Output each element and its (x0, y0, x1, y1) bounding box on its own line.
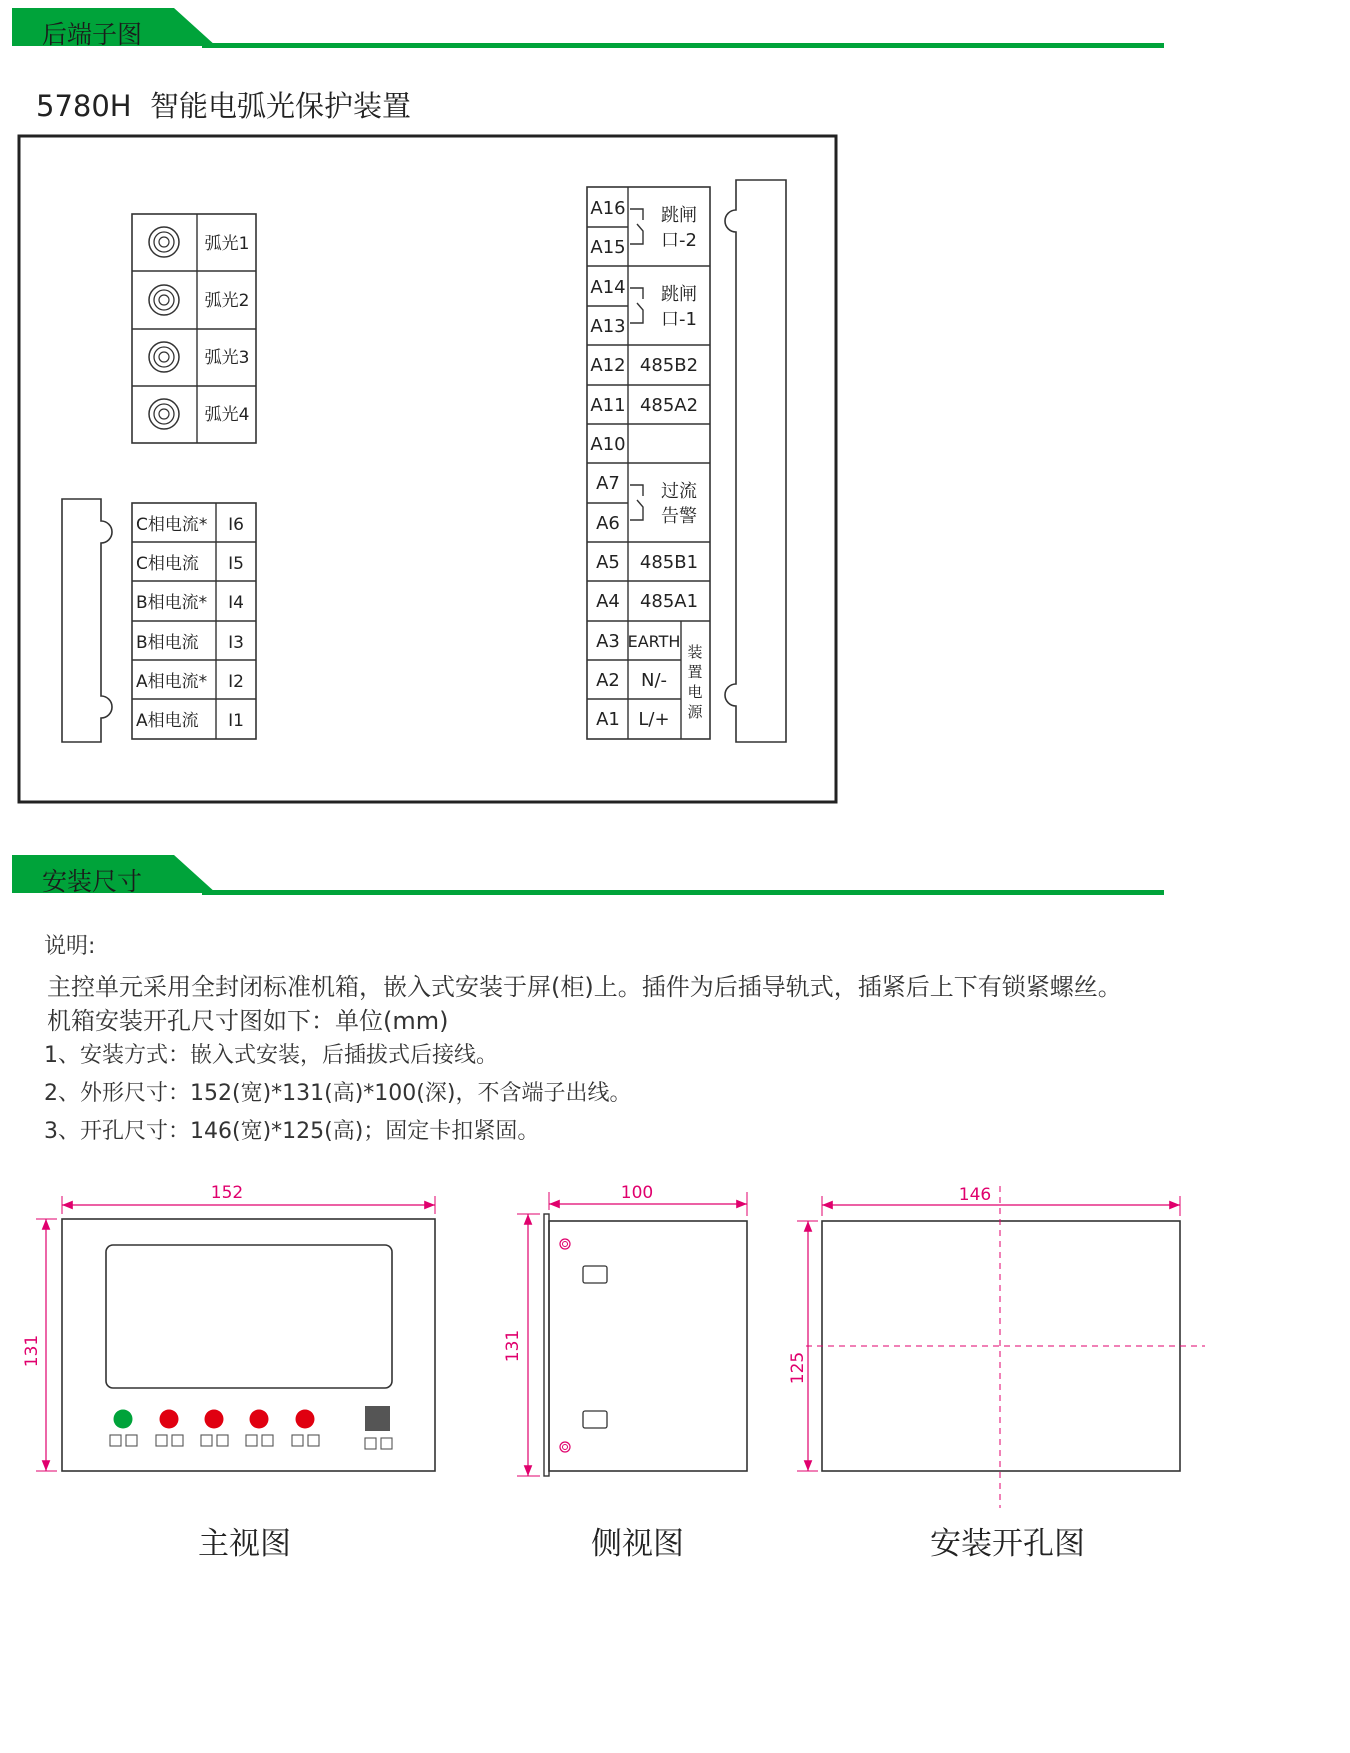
current-label: A相电流 (136, 711, 199, 731)
a-pin: A5 (596, 552, 620, 573)
current-pin: I4 (228, 593, 244, 613)
cutout-view (788, 1185, 1205, 1508)
a-pin: A2 (596, 670, 620, 691)
a-pin: A16 (590, 198, 626, 219)
power-label: 装 (687, 643, 703, 661)
dimension-label: 131 (22, 1334, 42, 1368)
arc-port-label: 弧光3 (204, 348, 250, 368)
current-pin: I6 (228, 515, 244, 535)
a-pin: A7 (596, 473, 620, 494)
alarm-label: 过流 (661, 481, 697, 502)
status-indicator-red (160, 1410, 179, 1429)
caption-cutout-view: 安装开孔图 (930, 1526, 1085, 1562)
screw-icon (560, 1442, 570, 1452)
arc-port-label: 弧光4 (204, 405, 250, 425)
current-label: C相电流* (136, 515, 208, 535)
trip1-label: 跳闸 (661, 284, 697, 305)
reset-button (365, 1406, 390, 1431)
status-indicator-red (296, 1410, 315, 1429)
a-pin: A14 (590, 277, 626, 298)
a-pin: A13 (590, 316, 626, 337)
section-title: 后端子图 (42, 20, 143, 49)
a-pin: A11 (590, 395, 626, 416)
notes-line: 3、开孔尺寸：146(宽)*125(高)；固定卡扣紧固。 (44, 1119, 540, 1144)
screw-icon (560, 1239, 570, 1249)
status-indicator-red (250, 1410, 269, 1429)
a-pin: A15 (590, 237, 626, 258)
caption-front-view: 主视图 (198, 1526, 291, 1562)
a1-function: L/+ (638, 709, 670, 730)
caption-side-view: 侧视图 (591, 1526, 684, 1562)
dimension-label: 146 (958, 1185, 992, 1205)
a3-function: EARTH (627, 632, 681, 651)
latch-slot (583, 1266, 607, 1283)
current-label: B相电流* (136, 593, 208, 613)
power-label: 置 (687, 663, 703, 681)
current-pin: I1 (228, 711, 244, 731)
a4-function: 485A1 (639, 591, 699, 612)
a-pin: A4 (596, 591, 620, 612)
status-indicator-green (114, 1410, 133, 1429)
notes-line: 机箱安装开孔尺寸图如下：单位(mm) (47, 1007, 449, 1035)
current-pin: I5 (228, 554, 244, 574)
a5-function: 485B1 (639, 552, 699, 573)
trip1-label: 口-1 (661, 309, 697, 330)
a-pin: A1 (596, 709, 620, 730)
current-label: C相电流 (136, 554, 199, 574)
notes-line: 主控单元采用全封闭标准机箱，嵌入式安装于屏(柜)上。插件为后插导轨式，插紧后上下有锁紧螺丝。 (47, 973, 1122, 1001)
arc-port-label: 弧光2 (204, 291, 250, 311)
status-indicator-red (205, 1410, 224, 1429)
power-label: 电 (687, 683, 703, 701)
side-body (549, 1221, 747, 1471)
notes-line: 1、安装方式：嵌入式安装，后插拔式后接线。 (44, 1043, 498, 1068)
a-pin: A10 (590, 434, 626, 455)
a2-function: N/- (640, 670, 668, 691)
trip2-label: 口-2 (661, 230, 697, 251)
trip2-label: 跳闸 (661, 205, 697, 226)
current-pin: I2 (228, 672, 244, 692)
side-view (503, 1183, 747, 1476)
dimension-label: 100 (620, 1183, 654, 1203)
notes-line: 2、外形尺寸：152(宽)*131(高)*100(深)，不含端子出线。 (44, 1081, 632, 1106)
notes-heading: 说明: (44, 934, 96, 959)
arc-port-label: 弧光1 (204, 234, 250, 254)
display-window (106, 1245, 392, 1388)
current-label: A相电流* (136, 672, 208, 692)
dimension-label: 152 (210, 1183, 244, 1203)
a12-function: 485B2 (639, 355, 699, 376)
dimension-label: 125 (788, 1351, 808, 1385)
current-pin: I3 (228, 633, 244, 653)
alarm-label: 告警 (661, 506, 697, 527)
section-title: 安装尺寸 (42, 867, 143, 896)
a11-function: 485A2 (639, 395, 699, 416)
power-label: 源 (687, 703, 703, 721)
a-pin: A6 (596, 513, 620, 534)
current-label: B相电流 (136, 633, 199, 653)
a-pin: A12 (590, 355, 626, 376)
front-panel (62, 1219, 435, 1471)
a-pin: A3 (596, 631, 620, 652)
device-title: 5780H 智能电弧光保护装置 (36, 89, 412, 123)
latch-slot (583, 1411, 607, 1428)
dimension-label: 131 (503, 1329, 523, 1363)
front-view (22, 1183, 435, 1471)
